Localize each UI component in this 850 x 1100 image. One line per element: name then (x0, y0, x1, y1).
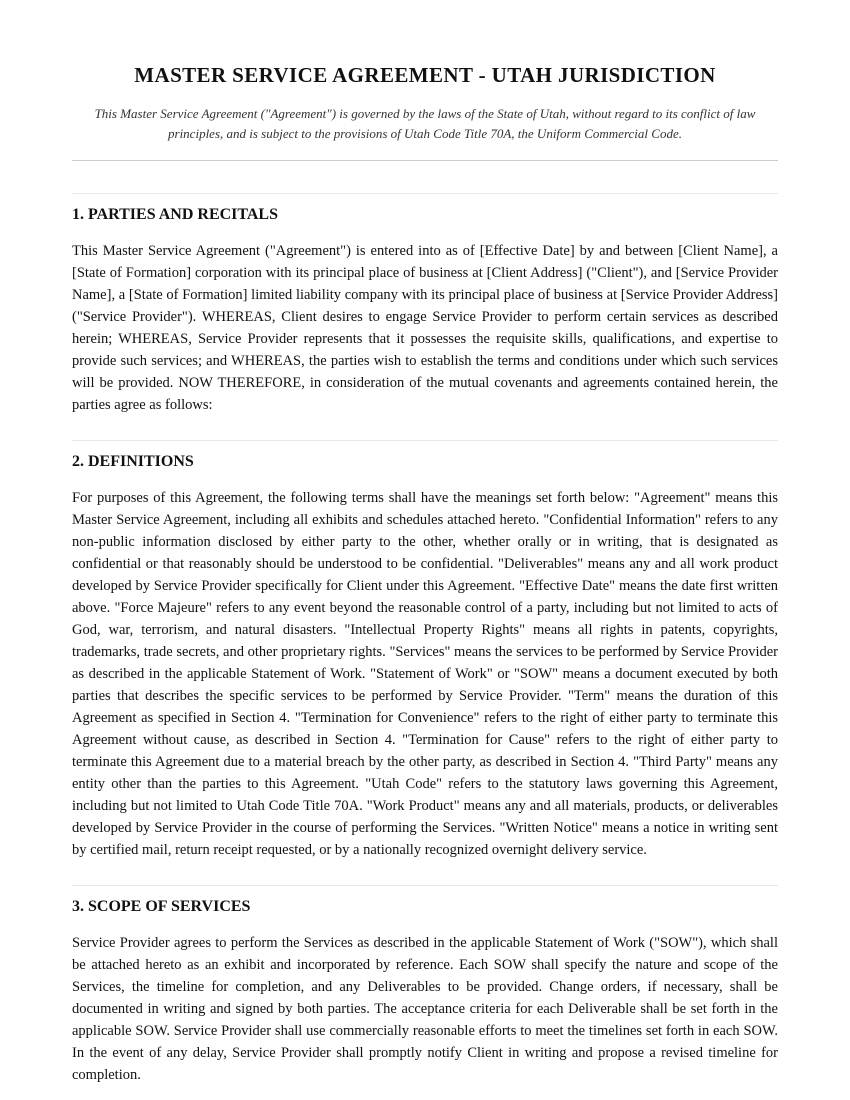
section-body: This Master Service Agreement ("Agreement") is entered into as of [Effective Date] by and between [Client Name], a [State of Formation] corporation with its principal place of business at [Client Address] ("Client"), and [Service Provider Name], a [State of Formation] limited liability company with its principal place of business at [Service Provider Address] ("Service Provider"). WHEREAS, Client desires to engage Service Provider to perform certain services as described herein; WHEREAS, Service Provider represents that it possesses the requisite skills, qualifications, and expertise to provide such services; and WHEREAS, the parties wish to establish the terms and conditions under which such services will be provided. NOW THEREFORE, in consideration of the mutual covenants and agreements contained herein, the parties agree as follows: (72, 243, 778, 413)
section-parties-and-recitals (72, 193, 778, 416)
section-body: For purposes of this Agreement, the following terms shall have the meanings set forth below: "Agreement" means this Master Service Agreement, including all exhibits and schedules attached hereto. "Confidential Information" refers to any non-public information disclosed by either party to the other, whether orally or in writing, that is designated as confidential or that reasonably should be understood to be confidential. "Deliverables" means any and all work product developed by Service Provider specifically for Client under this Agreement. "Effective Date" means the date first written above. "Force Majeure" refers to any event beyond the reasonable control of a party, including but not limited to acts of God, war, terrorism, and natural disasters. "Intellectual Property Rights" means all rights in patents, copyrights, trademarks, trade secrets, and other proprietary rights. "Services" means the services to be performed by Service Provider as described in the applicable Statement of Work. "Statement of Work" or "SOW" means a document executed by both parties that describes the specific services to be performed by Service Provider. "Term" means the duration of this Agreement as specified in Section 4. "Termination for Convenience" refers to the right of either party to terminate this Agreement without cause, as described in Section 4. "Termination for Cause" refers to the right of either party to terminate this Agreement due to a material breach by the other party, as described in Section 4. "Third Party" means any entity other than the parties to this Agreement. "Utah Code" refers to the statutory laws governing this Agreement, including but not limited to Utah Code Title 70A. "Work Product" means any and all materials, products, or deliverables developed by Service Provider in the course of performing the Services. "Written Notice" means a notice in writing sent by certified mail, return receipt requested, or by a nationally recognized overnight delivery service. (72, 490, 778, 858)
section-scope-of-services (72, 885, 778, 1086)
section-heading: 1. PARTIES AND RECITALS (72, 206, 278, 223)
section-heading: 3. SCOPE OF SERVICES (72, 898, 251, 915)
section-definitions (72, 440, 778, 861)
section-body: Service Provider agrees to perform the Services as described in the applicable Statement of Work ("SOW"), which shall be attached hereto as an exhibit and incorporated by reference. Each SOW shall specify the nature and scope of the Services, the timeline for completion, and any Deliverables to be provided. Change orders, if necessary, shall be documented in writing and signed by both parties. The acceptance criteria for each Deliverable shall be set forth in the applicable SOW. Service Provider shall use commercially reasonable efforts to meet the timelines set forth in each SOW. In the event of any delay, Service Provider shall promptly notify Client in writing and propose a revised timeline for completion. (72, 935, 778, 1083)
document-subtitle: This Master Service Agreement ("Agreement") is governed by the laws of the State of Utah, without regard to its conflict of law principles, and is subject to the provisions of Utah Code Title 70A, the Uniform Commercial Code. (94, 106, 756, 141)
header-divider (72, 160, 778, 161)
document-header (72, 0, 778, 161)
section-heading: 2. DEFINITIONS (72, 453, 194, 470)
document-title: MASTER SERVICE AGREEMENT - UTAH JURISDICTION (134, 63, 716, 87)
